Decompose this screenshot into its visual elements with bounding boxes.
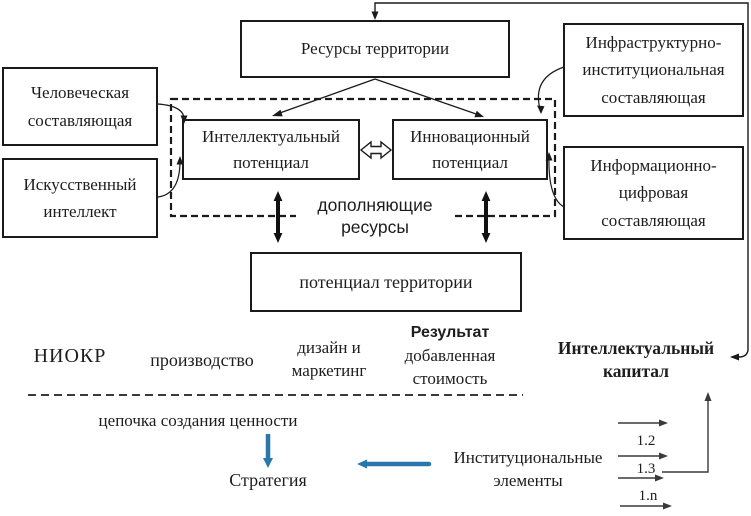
intellectual-potential-line2: потенциал bbox=[233, 152, 309, 172]
human-component-line2: составляющая bbox=[27, 110, 133, 130]
strategy-down-arrow bbox=[263, 434, 273, 468]
territory-potential-label: потенциал территории bbox=[299, 271, 473, 292]
territory-potential-box bbox=[250, 252, 522, 312]
value-chain-caption: цепочка создания ценности bbox=[98, 411, 298, 430]
value-chain-design-marketing bbox=[283, 336, 375, 382]
level-1-n-label: 1.n bbox=[638, 488, 658, 504]
information-digital-box bbox=[563, 146, 744, 240]
institutional-line2: элементы bbox=[493, 471, 563, 490]
innovation-potential-box bbox=[392, 119, 548, 180]
result-line1: добавленная bbox=[404, 346, 496, 365]
info-line2: цифровая bbox=[618, 183, 689, 203]
intellectual-potential-box bbox=[182, 119, 360, 180]
complementary-line2: ресурсы bbox=[341, 217, 409, 237]
result-line2: стоимость bbox=[412, 369, 488, 388]
design-line2: маркетинг bbox=[291, 361, 367, 380]
level-1-2-label: 1.2 bbox=[636, 433, 656, 449]
infra-line1: Инфраструктурно- bbox=[585, 33, 722, 53]
infrastructure-institutional-box bbox=[563, 23, 744, 117]
design-line1: дизайн и bbox=[297, 338, 361, 357]
info-line3: составляющая bbox=[601, 210, 706, 230]
levels-to-capital-arrow bbox=[662, 392, 712, 472]
ai-line2: интеллект bbox=[43, 202, 117, 221]
thick-double-arrow-right bbox=[482, 191, 491, 243]
infra-line2: институциональная bbox=[582, 60, 725, 80]
institutional-elements-label bbox=[438, 446, 618, 492]
institutional-left-arrow bbox=[357, 460, 429, 469]
human-component-line1: Человеческая bbox=[30, 83, 130, 103]
resources-territory-box bbox=[240, 20, 510, 78]
artificial-intelligence-box bbox=[2, 158, 158, 238]
complementary-line1: дополняющие bbox=[317, 195, 433, 215]
value-chain-result bbox=[394, 321, 506, 390]
thick-double-arrow-left bbox=[274, 191, 283, 243]
innovation-potential-line1: Инновационный bbox=[410, 127, 530, 146]
double-arrow-between-potentials bbox=[361, 142, 391, 158]
institutional-line1: Институциональные bbox=[453, 448, 603, 467]
innovation-potential-line2: потенциал bbox=[432, 152, 508, 172]
infra-line3: составляющая bbox=[601, 87, 706, 107]
value-chain-production: производство bbox=[150, 350, 254, 370]
strategy-label: Стратегия bbox=[229, 470, 307, 490]
intellectual-capital-line2: капитал bbox=[602, 361, 670, 381]
info-to-innovation-curve bbox=[546, 152, 565, 207]
result-title: Результат bbox=[410, 324, 490, 341]
intellectual-capital-label bbox=[540, 337, 732, 383]
level-1-3-label: 1.3 bbox=[636, 461, 656, 477]
value-chain-niokr: НИОКР bbox=[33, 345, 107, 367]
infra-to-innovation-curve bbox=[537, 67, 564, 114]
resources-to-potentials-arrows bbox=[272, 79, 484, 117]
complementary-resources-label bbox=[296, 194, 454, 238]
info-line1: Информационно- bbox=[590, 156, 717, 176]
ai-to-intellectual-curve bbox=[158, 156, 184, 197]
human-component-box bbox=[2, 67, 158, 146]
ai-line1: Искусственный bbox=[23, 174, 137, 194]
intellectual-potential-line1: Интеллектуальный bbox=[202, 127, 340, 146]
intellectual-capital-line1: Интеллектуальный bbox=[557, 338, 715, 358]
resources-territory-label: Ресурсы территории bbox=[300, 39, 450, 59]
